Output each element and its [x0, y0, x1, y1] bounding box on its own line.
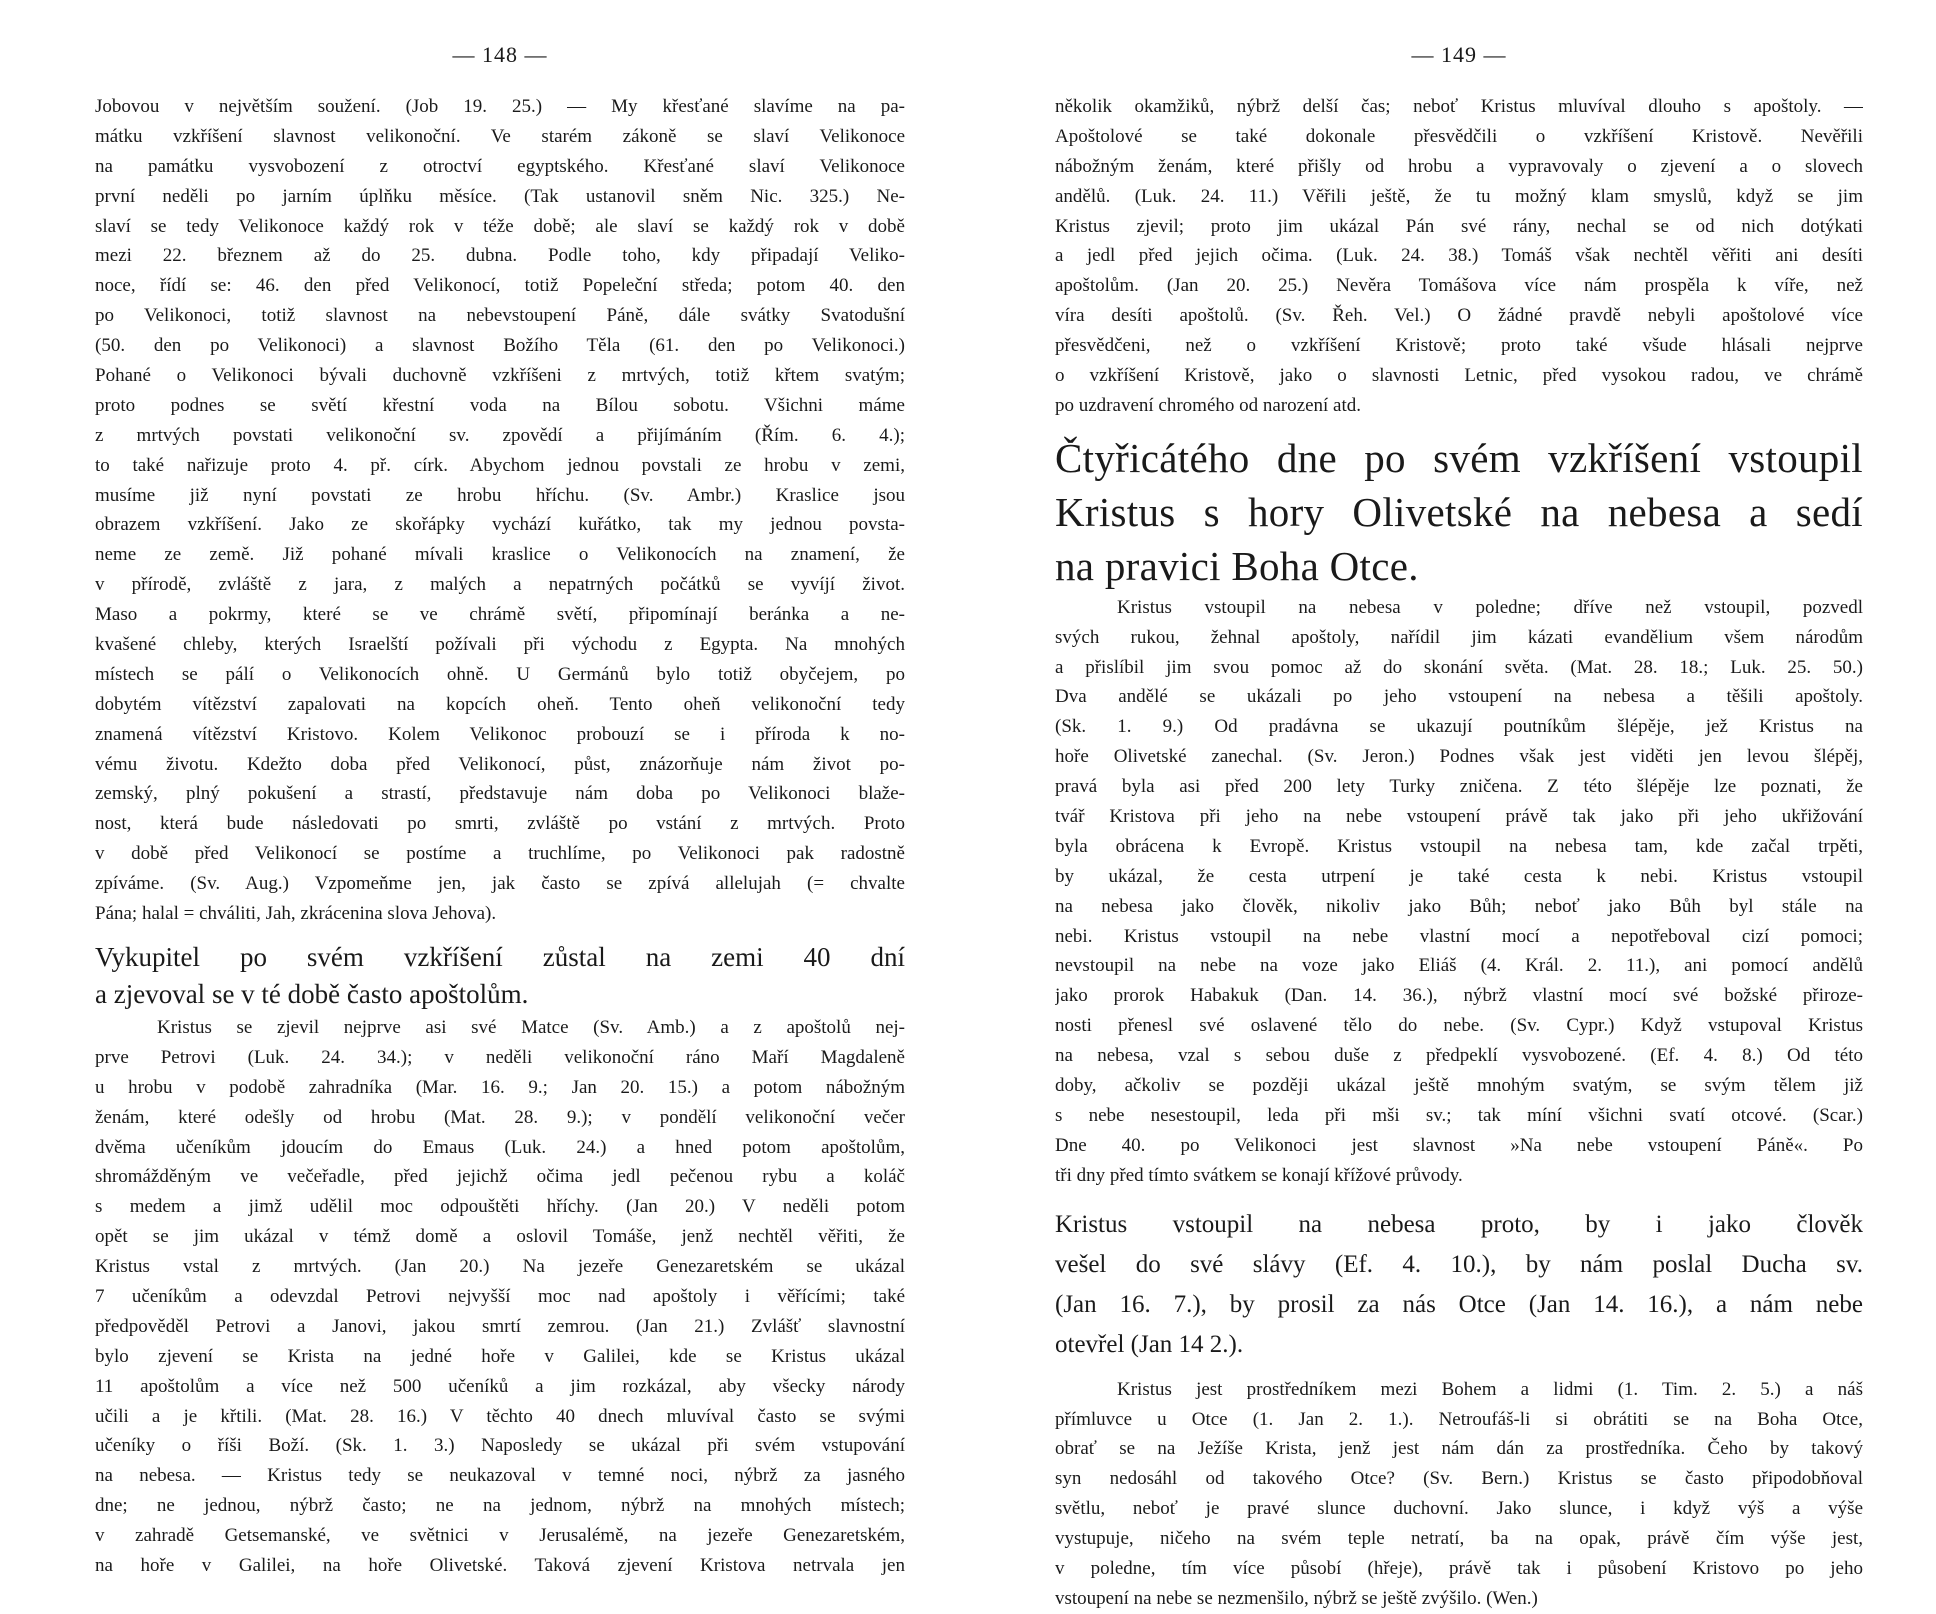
- text-line: opět se jim ukázal v témž domě a oslovil Tomáše, jenž nechtěl věřiti, že: [95, 1226, 905, 1248]
- text-line: svých rukou, žehnal apoštoly, nařídil jim kázati evandělium všem národům: [1055, 626, 1863, 648]
- text-line: zemský, plný pokušení a strastí, představuje nám doba po Velikonoci blaže-: [95, 783, 905, 805]
- heading-line: (Jan 16. 7.), by prosil za nás Otce (Jan 14. 16.), a nám nebe: [1055, 1290, 1863, 1318]
- text-line: syn nedosáhl od takového Otce? (Sv. Bern.) Kristus se často připodobňoval: [1055, 1468, 1863, 1490]
- section-heading: [95, 939, 905, 1013]
- page-body: [95, 92, 905, 1581]
- text-line: na hoře v Galilei, na hoře Olivetské. Taková zjevení Kristova netrvala jen: [95, 1554, 905, 1576]
- text-line: to také nařizuje proto 4. př. círk. Abychom jednou povstali ze hrobu v zemi,: [95, 454, 905, 476]
- heading-line: Vykupitel po svém vzkříšení zůstal na zemi 40 dní: [95, 941, 905, 972]
- text-line: Pána; halal = chváliti, Jah, zkrácenina slova Jehova).: [95, 903, 497, 925]
- text-line: na nebesa jako člověk, nikoliv jako Bůh; neboť jako Bůh byl stále na: [1055, 895, 1863, 917]
- text-line: Dva andělé se ukázali po jeho vstoupení na nebesa a těšili apoštoly.: [1055, 686, 1863, 708]
- text-line: dobytém vítězství zapalovati na kopcích oheň. Tento oheň velikonoční tedy: [95, 693, 905, 715]
- text-line: Kristus vstal z mrtvých. (Jan 20.) Na jezeře Genezaretském se ukázal: [95, 1256, 905, 1278]
- text-line: musíme již nyní povstati ze hrobu hříchu. (Sv. Ambr.) Kraslice jsou: [95, 484, 905, 506]
- text-line: v době před Velikonocí se postíme a truchlíme, po Velikonoci pak radostně: [95, 843, 905, 865]
- text-line: Pohané o Velikonoci bývali duchovně vzkříšeni z mrtvých, totiž křtem svatým;: [95, 365, 905, 387]
- text-line: Dne 40. po Velikonoci jest slavnost »Na nebe vstoupení Páně«. Po: [1055, 1134, 1863, 1156]
- text-line: noce, řídí se: 46. den před Velikonocí, totiž Popeleční středa; potom 40. den: [95, 275, 905, 297]
- text-line: v přírodě, zvláště z jara, z malých a nepatrných počátků se vyvíjí život.: [95, 574, 905, 596]
- text-line: v poledne, tím více působí (hřeje), právě tak i působení Kristovo po jeho: [1055, 1557, 1863, 1579]
- paragraph: [95, 1013, 905, 1581]
- text-line: vstoupení na nebe se nezmenšilo, nýbrž se ještě zvýšilo. (Wen.): [1055, 1587, 1538, 1609]
- text-line: by ukázal, že cesta utrpení je také cesta k nebi. Kristus vstoupil: [1055, 865, 1863, 887]
- text-line: místech se pálí o Velikonocích ohně. U Germánů bylo totiž obyčejem, po: [95, 663, 905, 685]
- text-line: tři dny před tímto svátkem se konají křížové průvody.: [1055, 1164, 1463, 1186]
- page-number: — 148 —: [452, 42, 548, 67]
- text-line: mezi 22. březnem až do 25. dubna. Podle toho, kdy připadají Veliko-: [95, 245, 905, 267]
- text-line: Kristus zjevil; proto jim ukázal Pán své rány, nechal se od nich dotýkati: [1055, 215, 1863, 237]
- text-line: dne; ne jednou, nýbrž často; ne na jednom, nýbrž na mnohých místech;: [95, 1495, 905, 1517]
- paragraph: [1055, 92, 1863, 421]
- page-body: [1055, 92, 1863, 1614]
- text-line: ženám, které odešly od hrobu (Mat. 28. 9.); v pondělí velikonoční večer: [95, 1106, 905, 1128]
- text-line: shromážděným ve večeřadle, před jejichž očima jedl pečenou rybu a koláč: [95, 1166, 905, 1188]
- heading-line: na pravici Boha Otce.: [1055, 542, 1419, 589]
- text-line: apoštolům. (Jan 20. 25.) Nevěra Tomášova více nám prospěla k víře, než: [1055, 275, 1863, 297]
- paragraph: [1055, 1375, 1863, 1614]
- text-line: Kristus jest prostředníkem mezi Bohem a lidmi (1. Tim. 2. 5.) a náš: [1117, 1378, 1863, 1400]
- text-line: s medem a jimž udělil moc odpouštěti hříchy. (Jan 20.) V neděli potom: [95, 1196, 905, 1218]
- text-line: a přislíbil jim svou pomoc až do skonání světa. (Mat. 28. 18.; Luk. 25. 50.): [1055, 656, 1863, 678]
- text-line: (50. den po Velikonoci) a slavnost Božího Těla (61. den po Velikonoci.): [95, 335, 905, 357]
- text-line: Kristus vstoupil na nebesa v poledne; dříve než vstoupil, pozvedl: [1117, 596, 1863, 618]
- text-line: víra desíti apoštolů. (Sv. Řeh. Vel.) O žádné pravdě nebyli apoštolové více: [1055, 305, 1863, 327]
- section-heading: [1055, 1205, 1863, 1365]
- heading-line: Čtyřicátého dne po svém vzkříšení vstoupil: [1055, 434, 1863, 481]
- text-line: světlu, neboť je pravé slunce duchovní. Jako slunce, i když výš a výše: [1055, 1498, 1863, 1520]
- text-line: Apoštolové se také dokonale přesvědčili o vzkříšení Kristově. Nevěřili: [1055, 125, 1863, 147]
- text-line: tvář Kristova při jeho na nebe vstoupení právě tak jako při jeho ukřižování: [1055, 806, 1863, 828]
- text-line: neme ze země. Již pohané mívali kraslice o Velikonocích na znamení, že: [95, 544, 905, 566]
- text-line: po Velikonoci, totiž slavnost na nebevstoupení Páně, dále svátky Svatodušní: [95, 305, 905, 327]
- text-line: vystupuje, ničeho na svém teple netratí, ba na opak, právě čím výše jest,: [1055, 1528, 1863, 1550]
- text-line: přesvědčeni, než o vzkříšení Kristově; proto také všude hlásali nejprve: [1055, 335, 1863, 357]
- text-line: Jobovou v největším soužení. (Job 19. 25.) — My křesťané slavíme na pa-: [95, 96, 905, 117]
- text-line: 7 učeníkům a odevzdal Petrovi nejvyšší moc nad apoštoly i věřícími; také: [95, 1285, 905, 1307]
- text-line: u hrobu v podobě zahradníka (Mar. 16. 9.; Jan 20. 15.) a potom nábožným: [95, 1076, 905, 1098]
- heading-line: vešel do své slávy (Ef. 4. 10.), by nám poslal Ducha sv.: [1055, 1250, 1863, 1278]
- heading-line: a zjevoval se v té době často apoštolům.: [95, 978, 529, 1009]
- text-line: učili a je křtili. (Mat. 28. 16.) V těchto 40 dnech mluvíval často se svými: [95, 1405, 905, 1427]
- text-line: (Sk. 1. 9.) Od pradávna se ukazují poutníkům šlépěje, jež Kristus na: [1055, 716, 1863, 738]
- text-line: obrať se na Ježíše Krista, jenž jest nám dán za prostředníka. Čeho by takový: [1055, 1438, 1863, 1460]
- text-line: kvašené chleby, kterých Israelští požívali při východu z Egypta. Na mnohých: [95, 634, 905, 656]
- text-line: nábožným ženám, které přišly od hrobu a vypravovaly o zjevení a o slovech: [1055, 155, 1863, 177]
- text-line: na nebesa, vzal s sebou duše z předpeklí vysvobozené. (Ef. 4. 8.) Od této: [1055, 1045, 1863, 1067]
- text-line: pravá byla asi před 200 lety Turky zničena. Z této šlépěje lze poznati, že: [1055, 776, 1863, 798]
- text-line: andělů. (Luk. 24. 11.) Věřili ještě, že tu možný klam smyslů, když se jim: [1055, 185, 1863, 207]
- text-line: předpověděl Petrovi a Janovi, jakou smrtí zemrou. (Jan 21.) Zvlášť slavnostní: [95, 1315, 905, 1337]
- text-line: nost, která bude následovati po smrti, zvláště po vstání z mrtvých. Proto: [95, 813, 905, 835]
- paragraph: [1055, 593, 1863, 1191]
- text-line: s nebe nesestoupil, leda při mši sv.; tak míní všichni svatí otcové. (Scar.): [1055, 1104, 1863, 1126]
- text-line: první neděli po jarním úplňku měsíce. (Tak ustanovil sněm Nic. 325.) Ne-: [95, 185, 905, 207]
- text-line: v zahradě Getsemanské, ve světnici v Jerusalémě, na jezeře Genezaretském,: [95, 1525, 905, 1547]
- paragraph: [95, 92, 905, 929]
- text-line: nebi. Kristus vstoupil na nebe vlastní mocí a nepotřeboval cizí pomoci;: [1055, 925, 1863, 947]
- text-line: 11 apoštolům a více než 500 učeníků a jim rozkázal, aby všecky národy: [95, 1375, 905, 1397]
- text-line: o vzkříšení Kristově, jako o slavnosti Letnic, před vysokou radou, ve chrámě: [1055, 365, 1863, 387]
- text-line: jako prorok Habakuk (Dan. 14. 36.), nýbrž vlastní mocí své božské přiroze-: [1055, 985, 1863, 1007]
- page-number: — 149 —: [1411, 42, 1507, 67]
- text-line: dvěma učeníkům jdoucím do Emaus (Luk. 24.) a hned potom apoštolům,: [95, 1136, 905, 1158]
- heading-line: Kristus s hory Olivetské na nebesa a sedí: [1055, 488, 1863, 535]
- section-heading: [1055, 431, 1863, 593]
- text-line: Kristus se zjevil nejprve asi své Matce (Sv. Amb.) a z apoštolů nej-: [157, 1016, 905, 1038]
- text-line: mátku vzkříšení slavnost velikonoční. Ve starém zákoně se slaví Velikonoce: [95, 125, 905, 147]
- text-line: na nebesa. — Kristus tedy se neukazoval v temné noci, nýbrž za jasného: [95, 1465, 905, 1487]
- text-line: bylo zjevení se Krista na jedné hoře v Galilei, kde se Kristus ukázal: [95, 1345, 905, 1367]
- heading-line: Kristus vstoupil na nebesa proto, by i jako člověk: [1055, 1210, 1863, 1238]
- text-line: několik okamžiků, nýbrž delší čas; neboť Kristus mluvíval dlouho s apoštoly. —: [1055, 96, 1863, 117]
- text-line: vému životu. Kdežto doba před Velikonocí, půst, znázorňuje nám život po-: [95, 753, 905, 775]
- text-line: z mrtvých povstati velikonoční sv. zpovědí a přijímáním (Řím. 6. 4.);: [95, 424, 905, 446]
- text-line: nosti přenesl své oslavené tělo do nebe. (Sv. Cypr.) Když vstupoval Kristus: [1055, 1015, 1863, 1037]
- text-line: slaví se tedy Velikonoce každý rok v téže době; ale slaví se každý rok v době: [95, 215, 905, 237]
- text-line: nevstoupil na nebe na voze jako Eliáš (4. Král. 2. 11.), ani pomocí andělů: [1055, 955, 1863, 977]
- text-line: Maso a pokrmy, které se ve chrámě světí, připomínají beránka a ne-: [95, 604, 905, 626]
- text-line: přímluvce u Otce (1. Jan 2. 1.). Netroufáš-li si obrátiti se na Boha Otce,: [1055, 1408, 1863, 1430]
- text-line: hoře Olivetské zanechal. (Sv. Jeron.) Podnes však jest viděti jen levou šlépěj,: [1055, 746, 1863, 768]
- text-line: zpíváme. (Sv. Aug.) Vzpomeňme jen, jak často se zpívá allelujah (= chvalte: [95, 873, 905, 895]
- text-line: na památku vysvobození z otroctví egyptského. Křesťané slaví Velikonoce: [95, 155, 905, 177]
- text-line: obrazem vzkříšení. Jako ze skořápky vychází kuřátko, tak my jednou povsta-: [95, 514, 905, 536]
- text-line: proto podnes se světí křestní voda na Bílou sobotu. Všichni máme: [95, 394, 905, 416]
- text-line: prve Petrovi (Luk. 24. 34.); v neděli velikonoční ráno Maří Magdaleně: [95, 1046, 905, 1068]
- heading-line: otevřel (Jan 14 2.).: [1055, 1330, 1244, 1358]
- text-line: znamená vítězství Kristovo. Kolem Velikonoc probouzí se i příroda k no-: [95, 723, 905, 745]
- text-line: po uzdravení chromého od narození atd.: [1055, 394, 1361, 416]
- text-line: učeníky o říši Boží. (Sk. 1. 3.) Naposledy se ukázal při svém vstupování: [95, 1435, 905, 1457]
- text-line: a jedl před jejich očima. (Luk. 24. 38.) Tomáš však nechtěl věřiti ani desíti: [1055, 245, 1863, 267]
- text-line: byla obrácena k Evropě. Kristus vstoupil na nebesa tam, kde začal trpěti,: [1055, 835, 1863, 857]
- text-line: doby, ačkoliv se později ukázal ještě mnohým svatým, se svým tělem již: [1055, 1075, 1863, 1097]
